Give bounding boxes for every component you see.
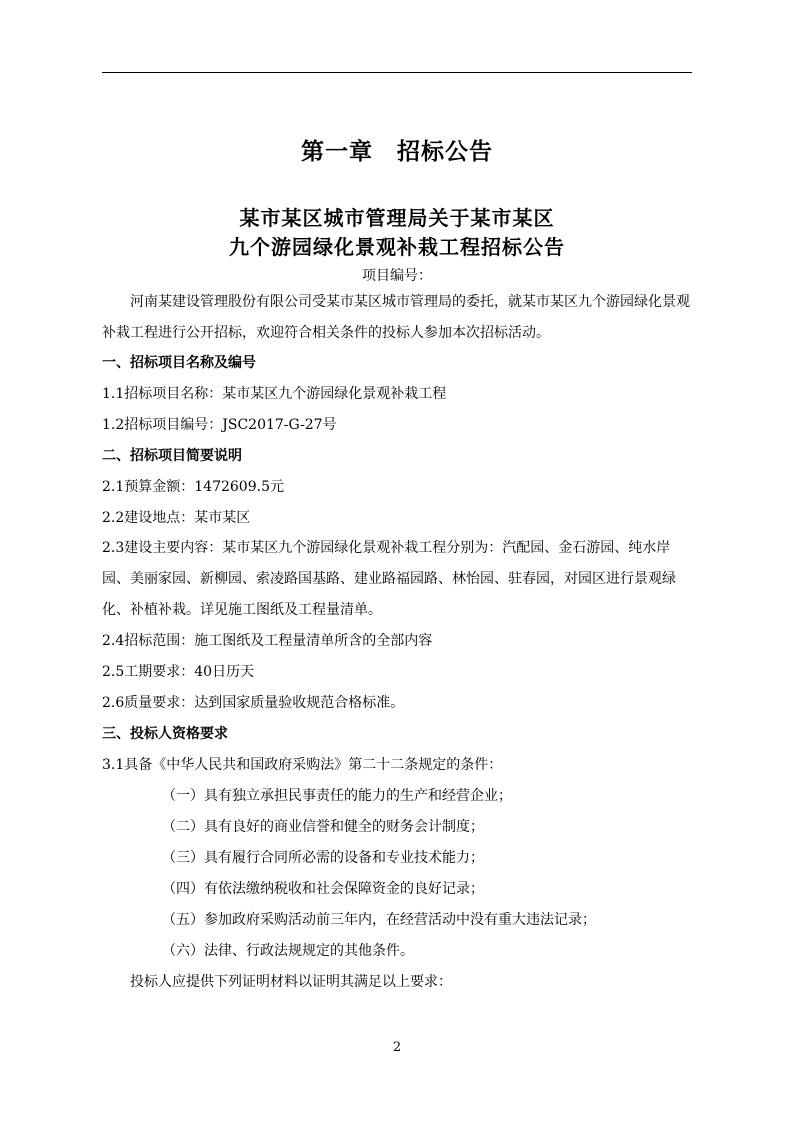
condition-item: （三）具有履行合同所必需的设备和专业技术能力； <box>162 850 484 866</box>
intro-paragraph: 河南某建设管理股份有限公司受某市某区城市管理局的委托，就某市某区九个游园绿化景观补栽工程进行公开招标，欢迎符合相关条件的投标人参加本次招标活动。 <box>102 294 690 341</box>
condition-item: （五）参加政府采购活动前三年内，在经营活动中没有重大违法记录； <box>162 912 596 928</box>
closing-paragraph: 投标人应提供下列证明材料以证明其满足以上要求： <box>130 974 452 990</box>
item-2-1: 2.1预算金额：1472609.5元 <box>102 479 284 495</box>
page-number: 2 <box>392 1040 402 1055</box>
item-2-3: 2.3建设主要内容：某市某区九个游园绿化景观补栽工程分别为：汽配园、金石游园、纯水岸园、美丽家园、新柳园、索凌路国基路、建业路福园路、林怡园、驻春园，对园区进行景观绿化、补植补栽。详见施工图纸及工程量清单。 <box>102 540 676 618</box>
condition-item: （四）有依法缴纳税收和社会保障资金的良好记录； <box>162 881 484 897</box>
item-2-2: 2.2建设地点：某市某区 <box>102 510 251 526</box>
project-number-label: 项目编号： <box>362 268 432 284</box>
notice-title-line2: 九个游园绿化景观补栽工程招标公告 <box>229 235 565 259</box>
condition-item: （一）具有独立承担民事责任的能力的生产和经营企业； <box>162 788 512 804</box>
item-3-1: 3.1具备《中华人民共和国政府采购法》第二十二条规定的条件： <box>102 757 503 773</box>
item-2-4: 2.4招标范围：施工图纸及工程量清单所含的全部内容 <box>102 633 433 649</box>
section3-heading: 三、投标人资格要求 <box>102 726 228 742</box>
item-1-2: 1.2招标项目编号：JSC2017-G-27号 <box>102 417 337 433</box>
chapter-title: 第一章 招标公告 <box>301 138 493 165</box>
item-2-5: 2.5工期要求：40日历天 <box>102 664 255 680</box>
condition-item: （六）法律、行政法规规定的其他条件。 <box>162 943 414 959</box>
header-rule <box>102 72 692 73</box>
condition-item: （二）具有良好的商业信誉和健全的财务会计制度； <box>162 819 484 835</box>
item-1-1: 1.1招标项目名称：某市某区九个游园绿化景观补栽工程 <box>102 386 447 402</box>
notice-title-line1: 某市某区城市管理局关于某市某区 <box>239 206 555 230</box>
section1-heading: 一、招标项目名称及编号 <box>102 355 256 371</box>
section2-heading: 二、招标项目简要说明 <box>102 448 242 464</box>
item-2-6: 2.6质量要求：达到国家质量验收规范合格标准。 <box>102 695 405 711</box>
